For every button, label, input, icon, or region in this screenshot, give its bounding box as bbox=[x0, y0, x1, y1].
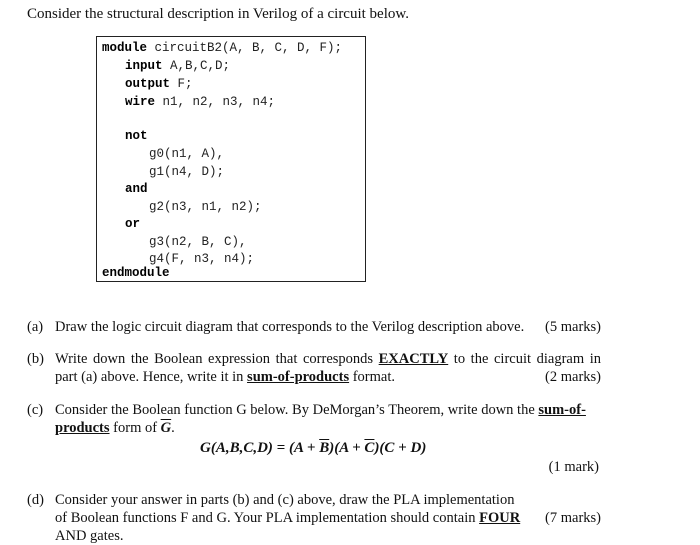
code-keyword-not: not bbox=[125, 129, 148, 143]
keyword: output bbox=[125, 77, 171, 91]
question-a bbox=[27, 318, 601, 338]
equation-g bbox=[200, 440, 426, 457]
question-d bbox=[27, 491, 601, 544]
keyword: module bbox=[102, 41, 148, 55]
code-keyword-endmodule: endmodule bbox=[102, 266, 170, 280]
text: Write down the Boolean expression that corresponds bbox=[55, 351, 379, 367]
code-line-g2: g2(n3, n1, n2); bbox=[149, 200, 262, 214]
text: Consider the Boolean function G below. By DeMorgan’s Theorem, write down the bbox=[55, 402, 539, 418]
text: format. bbox=[349, 369, 395, 385]
code-line-g0: g0(n1, A), bbox=[149, 147, 225, 161]
marks: (5 marks) bbox=[545, 319, 601, 335]
text: Consider your answer in parts (b) and (c) above, draw the PLA implementation of Boolean functions F and G. Your PLA implementation should contain bbox=[55, 492, 515, 526]
code-line-output bbox=[125, 77, 193, 91]
code-keyword-or: or bbox=[125, 217, 141, 231]
code-line-g4: g4(F, n3, n4); bbox=[149, 252, 255, 266]
intro-text: Consider the structural description in Verilog of a circuit below. bbox=[27, 6, 409, 22]
eq-b-bar: $\overline{B}$ bbox=[319, 440, 330, 456]
code-text: circuitB2(A, B, C, D, F); bbox=[147, 41, 343, 55]
code-line-wire bbox=[125, 95, 275, 109]
eq-part: )(A + bbox=[329, 440, 365, 456]
code-line-input bbox=[125, 59, 230, 73]
code-line-module bbox=[102, 41, 342, 55]
marks: (1 mark) bbox=[548, 459, 599, 475]
code-text: A,B,C,D; bbox=[162, 59, 231, 73]
emphasis: sum-of-products bbox=[247, 369, 350, 385]
keyword: wire bbox=[125, 95, 156, 109]
eq-part: G(A,B,C,D) = (A + bbox=[200, 440, 320, 456]
eq-part: )(C + D) bbox=[374, 440, 427, 456]
keyword: input bbox=[125, 59, 163, 73]
code-text: n1, n2, n3, n4; bbox=[155, 95, 276, 109]
question-b bbox=[27, 350, 601, 388]
code-line-g3: g3(n2, B, C), bbox=[149, 235, 247, 249]
question-text bbox=[55, 350, 601, 386]
question-text bbox=[55, 491, 525, 545]
emphasis: EXACTLY bbox=[378, 351, 449, 367]
question-text: Draw the logic circuit diagram that corresponds to the Verilog description above. bbox=[55, 319, 525, 335]
code-text: F; bbox=[170, 77, 193, 91]
question-text bbox=[55, 401, 601, 437]
code-line-g1: g1(n4, D); bbox=[149, 165, 225, 179]
question-c bbox=[27, 401, 601, 439]
question-label: (a) bbox=[27, 319, 44, 335]
text: to the circuit diagram in part (a) above. Hence, write it in bbox=[55, 351, 601, 385]
emphasis: sum-of-products bbox=[55, 402, 586, 436]
verilog-code-box bbox=[96, 36, 366, 282]
question-label: (c) bbox=[27, 402, 44, 418]
text: . bbox=[171, 420, 175, 436]
text: AND gates. bbox=[55, 528, 124, 544]
question-label: (d) bbox=[27, 492, 44, 508]
code-keyword-and: and bbox=[125, 182, 148, 196]
eq-c-bar: $\overline{C}$ bbox=[364, 440, 375, 456]
marks: (2 marks) bbox=[545, 369, 601, 385]
g-bar: $\overline{G}$ bbox=[160, 420, 172, 436]
marks: (7 marks) bbox=[545, 510, 601, 526]
text: form of bbox=[109, 420, 161, 436]
emphasis: FOUR bbox=[479, 510, 521, 526]
question-label: (b) bbox=[27, 351, 44, 367]
